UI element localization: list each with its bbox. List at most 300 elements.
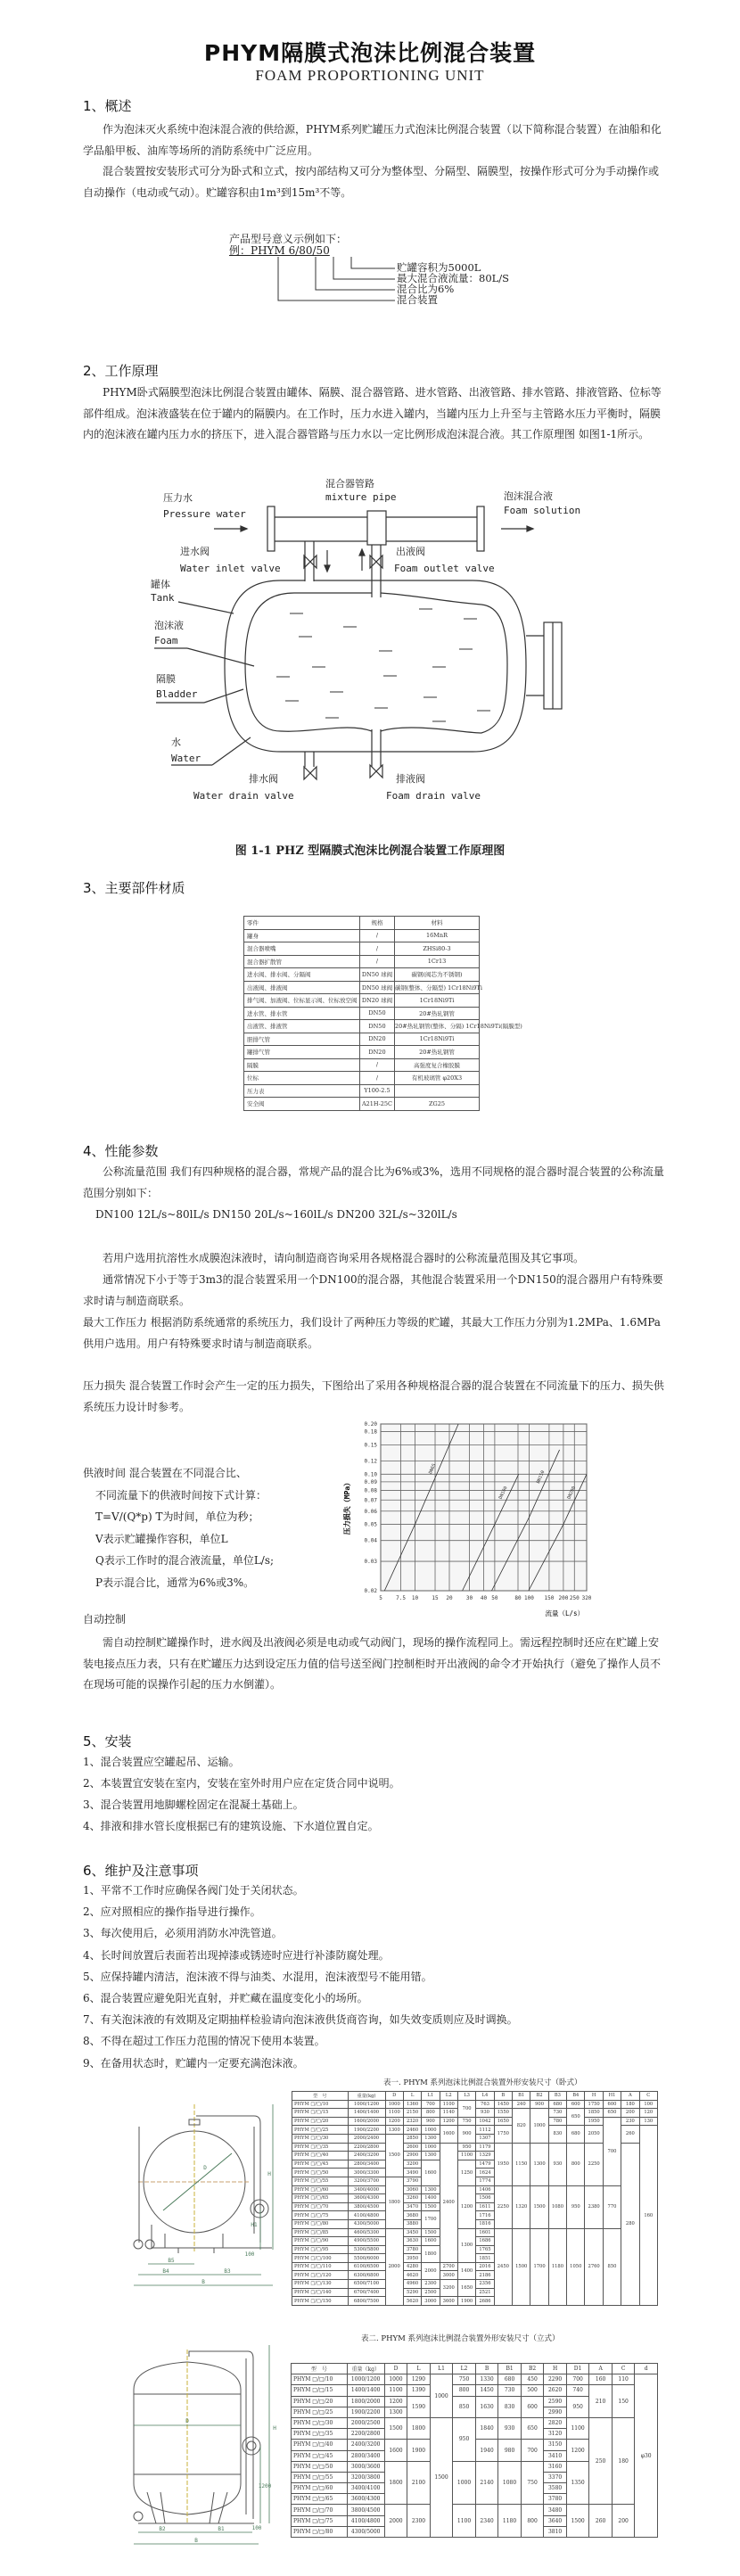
dim-label: H [273,2425,276,2432]
note-foam-type: 若用户选用抗溶性水成膜泡沫液时，请向制造商咨询采用各规格混合器时的公称流量范围及其它事项。 [103,1252,585,1264]
model-cell: PHYM □/□/140 [292,2288,349,2297]
maintenance-item: 3、每次使用后，必须用消防水冲洗管道。 [83,1927,283,1940]
model-cell: PHYM □/□/40 [292,2152,349,2160]
table-cell: 1800 [385,2177,403,2228]
table-cell: 4600/5300 [348,2228,385,2237]
model-cell: PHYM □/□/25 [292,2126,349,2135]
table-cell: 2250 [585,2143,603,2185]
table-cell: 830 [498,2396,522,2417]
model-cell: PHYM □/□/85 [292,2228,349,2237]
table-cell: 2820 [544,2417,567,2428]
label-water-inlet-cn: 进水阀 [180,546,210,557]
x-tick-label: 15 [432,1595,439,1601]
table-cell: 3630 [403,2237,421,2246]
table-cell: 1200 [440,2117,457,2126]
table-cell: 20#热轧钢管 [395,1007,480,1020]
table-cell: 1765 [476,2245,494,2254]
dim-label: B5 [168,2258,175,2264]
table-cell: 20#热轧钢管 [395,1046,480,1059]
dim-label: B4 [162,2268,169,2275]
table-cell: 3370 [544,2472,567,2482]
table-cell: 900 [422,2117,440,2126]
table-cell: 3450 [403,2228,421,2237]
water-inlet-valve-icon [304,556,317,568]
table-cell: 3000 [440,2271,457,2280]
x-tick-label: 30 [465,1595,473,1601]
flow-range-paragraph: 公称流量范围 我们有四种规格的混合器，常规产品的混合比为6%或3%，选用不同规格的混合器时混合装置的公称流量范围分别如下： [83,1165,664,1199]
y-tick-label: 0.05 [364,1521,377,1528]
table-cell: 1350 [566,2461,589,2505]
supply-time-line: 供液时间 混合装置在不同混合比、 [83,1467,247,1479]
bladder [245,593,507,733]
x-tick-label: 80 [514,1595,522,1601]
table-cell: 5500/6000 [348,2254,385,2263]
table-cell: / [360,955,395,968]
table-cell: ZHSi80-3 [395,942,480,956]
table-cell: 3600/4300 [347,2494,384,2505]
table-cell: 730 [548,2109,566,2118]
table-cell: 680 [498,2374,522,2385]
table-cell: 出液阀、排液阀 [244,981,360,994]
column-header: L1 [422,2092,440,2101]
page-title: PHYM隔膜式泡沫比例混合装置 [203,40,537,66]
model-cell: PHYM □/□/150 [292,2297,349,2306]
table-cell: 1000/1200 [348,2100,385,2109]
table-row [244,968,480,982]
x-tick-label: 250 [569,1595,580,1601]
x-tick-label: 20 [446,1595,453,1601]
series-label: DN65 [428,1462,438,1476]
table-cell: 800 [453,2385,476,2396]
table-cell: 1400 [422,2194,440,2203]
table-cell: 950 [457,2143,475,2152]
table-cell: 2800/3400 [347,2450,384,2461]
table-cell: 1900 [407,2440,431,2461]
table-cell: 2450 [494,2228,512,2305]
table-cell: 1000 [384,2374,407,2385]
table-cell: 1590 [407,2396,431,2417]
table-cell: 2140 [475,2461,498,2505]
table-cell: 700 [566,2374,589,2385]
table-cell: 高强度复合橡胶膜 [395,1058,480,1072]
table-cell: 6300/6800 [348,2271,385,2280]
table-row [292,2126,658,2135]
dim-label: 1200 [258,2483,272,2490]
table-cell: 650 [567,2109,585,2126]
model-cell: PHYM □/□/15 [292,2385,348,2396]
table-cell: / [360,929,395,942]
model-cell: PHYM □/□/35 [292,2143,349,2152]
table-cell: 1686 [476,2237,494,2246]
series-label: DN200 [566,1486,578,1501]
table-cell: 1100 [384,2385,407,2396]
column-header: B1 [498,2364,522,2374]
table-cell: 隔膜 [244,1058,360,1072]
table-cell: 1000 [422,2143,440,2152]
table-cell: 4620 [403,2271,421,2280]
table-cell: 3410 [544,2450,567,2461]
table-cell: 1630 [475,2396,498,2417]
model-label-ratio: 混合比为6% [397,283,455,295]
table-cell: 1112 [476,2126,494,2135]
table-cell: 1300 [422,2152,440,2160]
model-example-intro: 产品型号意义示例如下： [229,233,348,245]
table-cell: 1360 [403,2100,421,2109]
column-header: D1 [566,2364,589,2374]
y-tick-label: 0.08 [364,1487,377,1494]
model-cell: PHYM □/□/20 [292,2396,348,2407]
working-principle-paragraph: PHYM卧式隔膜型泡沫比例混合装置由罐体、隔膜、混合器管路、进水管路、出液管路、排水管路、排液管路、位标等部件组成。泡沫液盛装在位于罐内的隔膜内。在工作时，压力水进入罐内，当罐内压力上升至与主管路水压力平衡时，隔膜内的泡沫液在罐内压力水的挤压下，进入混合器管路与压力水以一定比例形成泡沫混合液。其工作原理图 如图1-1所示。 [83,386,662,440]
table-cell: 1851 [476,2254,494,2263]
column-header: D [385,2092,403,2101]
table-cell: 3880 [403,2219,421,2228]
table-cell: 2250 [494,2185,512,2228]
table-cell: 1500 [566,2505,589,2538]
label-tank-cn: 罐体 [151,579,170,590]
overview-paragraph-2: 混合装置按安装形式可分为卧式和立式，按内部结构又可分为整体型、分隔型、隔膜型，按操作形式可分为手动操作或自动操作（电动或气动）。贮罐容积由1m³到15m³不等。 [83,165,660,199]
table-cell: 2200/2800 [347,2429,384,2440]
table-cell: 3060 [403,2185,421,2194]
table-cell: 1320 [513,2185,530,2228]
table-cell: 1800 [407,2417,431,2439]
column-header: B1 [513,2092,530,2101]
table-cell: / [360,1072,395,1085]
column-header: 型 号 [292,2092,349,2101]
table-cell: 1900 [457,2297,475,2306]
table-cell: 750 [521,2461,544,2505]
table-cell: 1200 [384,2396,407,2407]
model-cell: PHYM □/□/45 [292,2160,349,2169]
label-bladder-en: Bladder [156,688,198,700]
model-example-code: 例：PHYM 6/80/50 [229,244,330,257]
label-mixture-pipe-en: mixture pipe [325,491,397,503]
section-3-heading: 3、主要部件材质 [83,880,185,896]
table-row [244,1007,480,1020]
dim-label: B1 [218,2526,225,2532]
label-foam-drain-cn: 排液阀 [396,773,425,785]
table-cell: 1479 [476,2160,494,2169]
table-cell: 3260 [403,2194,421,2203]
chart-xlabel: 流量（L/s） [545,1609,584,1617]
horizontal-dimensions-table [292,2091,658,2306]
table-cell: 1650 [457,2280,475,2297]
table-row [244,1058,480,1072]
label-foam-outlet-cn: 出液阀 [396,546,425,557]
y-tick-label: 0.07 [364,1497,377,1504]
table-cell: 3950 [403,2254,421,2263]
table-cell: 压力表 [244,1084,360,1098]
table-cell: 2150 [403,2109,421,2118]
table-cell: 1500 [430,2417,453,2537]
table-cell: / [360,1058,395,1072]
table-cell: A21H-25C [360,1098,395,1111]
model-cell: PHYM □/□/50 [292,2169,349,2177]
table-cell: 2400/3200 [347,2440,384,2450]
table-cell: 820 [513,2109,530,2143]
table-cell: 830 [548,2126,566,2143]
table-cell: 180 [612,2417,635,2505]
y-tick-label: 0.03 [364,1559,377,1566]
table-cell: 1300 [385,2126,403,2135]
y-tick-label: 0.09 [364,1478,377,1486]
table-cell: 1900/2200 [348,2126,385,2135]
y-tick-label: 0.06 [364,1508,377,1515]
table-cell: 3160 [544,2461,567,2472]
label-water-drain-cn: 排水阀 [249,773,278,785]
table-cell: 1150 [513,2143,530,2185]
table-cell: 750 [453,2374,476,2385]
section-1-heading: 1、概述 [83,98,132,114]
column-header: L3 [457,2092,475,2101]
table-cell: 1600 [440,2126,457,2143]
table-cell: 1000 [530,2109,548,2143]
label-mixture-pipe-cn: 混合器管路 [325,478,374,490]
column-header: B [494,2092,512,2101]
y-tick-label: 0.10 [364,1471,377,1478]
section-2-heading: 2、工作原理 [83,363,159,379]
table-cell: 1750 [494,2126,512,2143]
dim-label: B2 [159,2526,166,2532]
column-header: B3 [548,2092,566,2101]
dim-label: D [185,2418,189,2424]
table-cell [395,1084,480,1098]
table-cell: DN20 [360,1033,395,1046]
column-header: C [612,2364,635,2374]
column-header: H1 [603,2092,621,2101]
table-cell: 930 [498,2417,522,2439]
table-cell: 2380 [585,2185,603,2228]
model-cell: PHYM □/□/20 [292,2117,349,2126]
table-cell: 3810 [544,2526,567,2537]
table-cell: 210 [589,2385,613,2418]
table-cell: 1330 [475,2374,498,2385]
column-header: 规格 [360,917,395,930]
supply-time-line: T=V/(Q*p) T为时间，单位为秒； [95,1510,259,1523]
table-cell: 1179 [476,2143,494,2152]
table-cell: 1290 [407,2374,431,2385]
table-row [244,955,480,968]
table-cell: 3400/4000 [348,2185,385,2194]
table-cell: / [360,942,395,956]
table-cell: 混合器喷嘴 [244,942,360,956]
label-foam-drain-en: Foam drain valve [386,790,481,802]
y-tick-label: 0.20 [364,1421,377,1428]
table-cell: 1650 [494,2117,512,2126]
table-cell: 1900/2200 [347,2407,384,2417]
maintenance-item: 4、长时间放置后表面若出现掉漆或锈迹时应进行补漆防腐处理。 [83,1948,390,1962]
vertical-dimensions-table [291,2363,658,2538]
table-cell: 3800/4500 [347,2505,384,2515]
water-drain-valve-icon [304,767,317,779]
dim-label: 100 [251,2525,262,2531]
table-cell: 950 [566,2396,589,2417]
table-cell: 4280 [403,2262,421,2271]
table-cell: 1180 [498,2505,522,2538]
column-header: A [589,2364,613,2374]
installation-item: 3、混合装置用地脚螺栓固定在混凝土基础上。 [83,1798,304,1811]
label-foam-solution-cn: 泡沫混合液 [504,490,553,502]
table-cell: 1774 [476,2177,494,2185]
model-cell: PHYM □/□/60 [292,2483,348,2494]
table-cell: 1600 [422,2160,440,2185]
table-cell: 770 [603,2185,621,2228]
table-cell: 800 [521,2505,544,2538]
model-cell: PHYM □/□/65 [292,2194,349,2203]
table-cell: 3200 [403,2160,421,2169]
table-cell: 2400 [440,2143,457,2262]
table-cell: 130 [639,2117,657,2126]
auto-control-heading: 自动控制 [83,1613,127,1625]
series-label: DN100 [497,1486,509,1501]
table-cell: 1180 [548,2228,566,2305]
table-2-title: 表二. PHYM 系列泡沫比例混合装置外形安装尺寸（立式） [361,2334,560,2343]
table-cell: 850 [603,2228,621,2305]
table-cell: 混合器扩散管 [244,955,360,968]
installation-item: 4、排液和排水管长度根据已有的建筑设施、下水道位置自定。 [83,1820,379,1832]
table-cell: 750 [457,2117,475,2126]
column-header: A [621,2092,639,2101]
table-cell: 110 [612,2374,635,2385]
section-6-heading: 6、维护及注意事项 [83,1863,199,1879]
label-pressure-water-en: Pressure water [163,508,246,520]
installation-item: 2、本装置宜安装在室内，安装在室外时用户应在定货合同中说明。 [83,1777,400,1790]
table-cell: 1400/1400 [348,2109,385,2118]
table-cell: 1300 [422,2134,440,2143]
table-cell: 1500 [422,2202,440,2211]
table-cell: 2000 [422,2262,440,2279]
table-cell: 800 [567,2143,585,2185]
table-row [244,1098,480,1111]
table-cell: 2320 [403,2117,421,2126]
table-row [292,2100,658,2109]
y-tick-label: 0.18 [364,1428,377,1436]
column-header: H [544,2364,567,2374]
table-cell: 680 [548,2100,566,2109]
column-header: L1 [430,2364,453,2374]
table-cell: 2340 [475,2505,498,2538]
table-cell: 180 [621,2100,639,2109]
table-cell: 2186 [476,2271,494,2280]
model-cell: PHYM □/□/15 [292,2109,349,2118]
model-example [229,233,510,306]
model-cell: PHYM □/□/80 [292,2219,349,2228]
table-cell: 1500 [530,2185,548,2228]
table-row [292,2117,658,2126]
x-tick-label: 320 [581,1595,592,1601]
table-cell: 1080 [548,2185,566,2228]
table-header-row [244,917,480,930]
model-cell: PHYM □/□/110 [292,2262,349,2271]
dim-label: B [201,2279,205,2285]
table-cell: 1329 [476,2152,494,2160]
table-cell: 200 [621,2109,639,2118]
table-cell: 260 [621,2126,639,2143]
table-cell: 3200/3800 [347,2472,384,2482]
table-cell: 600 [567,2100,585,2109]
table-cell: 1Cr18Ni9Ti [395,1033,480,1046]
table-cell: 2000 [385,2228,403,2305]
table-cell: 1450 [494,2100,512,2109]
table-cell: 1800/2000 [347,2396,384,2407]
table-cell: 2200/2800 [348,2143,385,2152]
parts-material-table [243,916,522,1111]
table-cell: 1300 [422,2185,440,2194]
table-cell: 780 [548,2117,566,2126]
label-water-inlet-en: Water inlet valve [180,563,281,574]
table-cell: 2050 [585,2126,603,2143]
table-cell: 进水管、排水管 [244,1007,360,1020]
dim-label: B3 [224,2268,231,2275]
column-header: B4 [567,2092,585,2101]
table-cell: 1Cr18Ni9Ti [395,994,480,1008]
label-water-en: Water [171,753,201,764]
table-cell: 3680 [403,2211,421,2220]
table-cell: 1200 [385,2117,403,2126]
supply-time-line: V表示贮罐操作容积，单位L [95,1532,228,1545]
table-cell: 1000/1200 [347,2374,384,2385]
table-cell: 1100 [453,2505,476,2538]
table-cell: 3580 [544,2483,567,2494]
table-cell: 3470 [403,2202,421,2211]
table-cell: 5620 [403,2297,421,2306]
vertical-tank-drawing [89,2341,281,2555]
maintenance-item: 7、有关泡沫液的有效期及定期抽样检验请向泡沫液供货商咨询，如失效变质则应及时调换。 [83,2013,518,2027]
maintenance-item: 2、应对照相应的操作指导进行操作。 [83,1905,261,1919]
maintenance-item: 5、应保持罐内清洁，泡沫液不得与油类、水混用，泡沫液型号不能用错。 [83,1970,432,1983]
table-cell: 1042 [476,2117,494,2126]
mixer-body [367,511,386,545]
column-header: C [639,2092,657,2101]
table-cell: 3640 [544,2515,567,2526]
table-cell: 3000/3600 [347,2461,384,2472]
table-cell: 1400 [457,2262,475,2279]
maintenance-item: 8、不得在超过工作压力范围的情况下使用本装置。 [83,2035,325,2048]
table-cell: 3400/4100 [347,2483,384,2494]
table-cell: 位标 [244,1072,360,1085]
section-4-heading: 4、性能参数 [83,1143,159,1159]
table-cell: 850 [453,2396,476,2417]
table-cell: 碳钢(阀芯为不锈钢) [395,968,480,982]
label-water-cn: 水 [171,737,181,748]
model-cell: PHYM □/□/35 [292,2429,348,2440]
model-cell: PHYM □/□/75 [292,2211,349,2220]
table-cell: 1950 [585,2117,603,2126]
model-cell: PHYM □/□/70 [292,2202,349,2211]
table-cell: 1600/2000 [348,2117,385,2126]
table-cell: 1950 [494,2143,512,2185]
column-header: 零件 [244,917,360,930]
table-cell: 进水阀、排水阀、分隔阀 [244,968,360,982]
table-cell: 280 [621,2143,639,2305]
model-cell: PHYM □/□/65 [292,2494,348,2505]
x-tick-label: 150 [544,1595,555,1601]
table-cell: 700 [457,2100,475,2117]
model-cell: PHYM □/□/130 [292,2280,349,2289]
table-cell: DN50 [360,1020,395,1033]
table-cell: DN50 球阀 [360,981,395,994]
table-cell: 1800 [384,2461,407,2505]
table-cell: 980 [498,2440,522,2461]
table-cell: 230 [621,2117,639,2126]
supply-time-line: 不同流量下的供液时间按下式计算： [95,1488,267,1502]
table-cell: 600 [603,2100,621,2109]
table-cell: 1600 [384,2440,407,2461]
table-row [244,1084,480,1098]
table-cell: 1850 [585,2109,603,2118]
column-header: B2 [521,2364,544,2374]
table-cell: 1816 [476,2219,494,2228]
column-header: 重量（kg） [347,2364,384,2374]
